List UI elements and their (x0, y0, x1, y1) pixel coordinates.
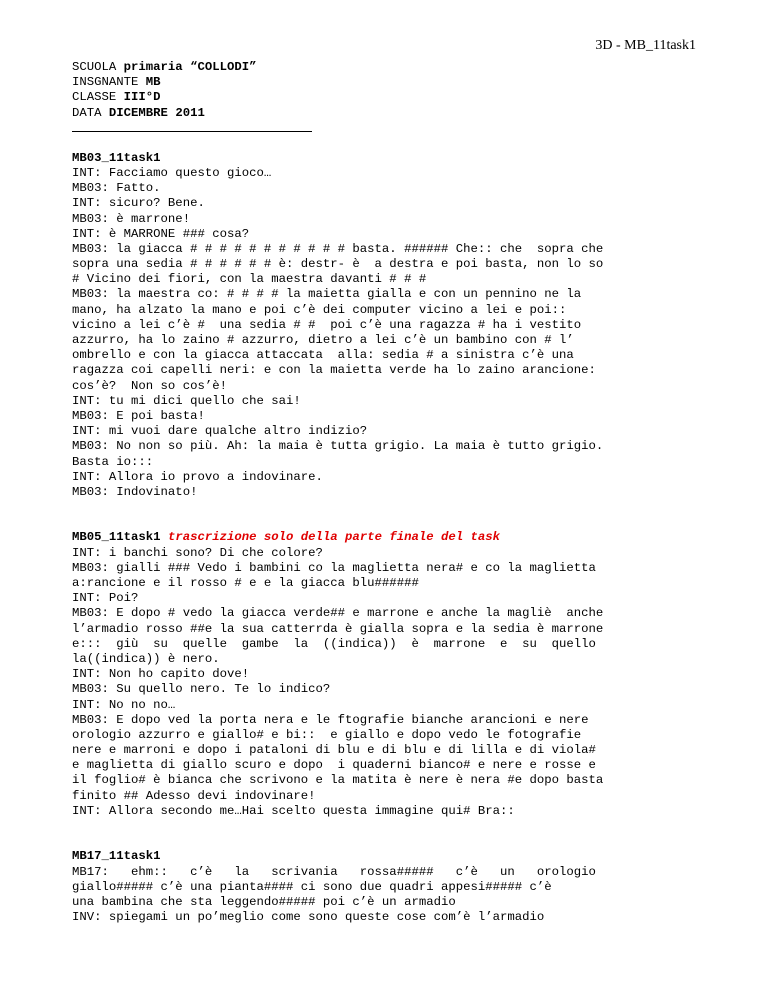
transcript-line: MB03: è marrone! (72, 211, 191, 226)
transcript-line: MB03: No non so più. Ah: la maia è tutta grigio. La maia è tutto grigio. (72, 439, 604, 454)
transcript-line: nere e marroni e dopo i pataloni di blu e di blu e di lilla e di viola# (72, 743, 596, 758)
section-note: trascrizione solo della parte finale del task (167, 530, 501, 545)
transcript-line: MB03: gialli ### Vedo i bambini co la maglietta nera# e co la maglietta (72, 560, 596, 575)
section-gap (72, 819, 694, 849)
date-label: DATA (72, 105, 109, 120)
transcript-line: una bambina che sta leggendo##### poi c’è un armadio (72, 894, 456, 909)
section-lines (72, 865, 694, 926)
transcript-line: INT: Non ho capito dove! (72, 667, 250, 682)
transcript-line: MB03: la maestra co: # # # # la maietta gialla e con un pennino ne la (72, 287, 582, 302)
transcript-line: INT: è MARRONE ### cosa? (72, 226, 250, 241)
class-line (72, 90, 694, 105)
section-title: MB05_11task1 (72, 530, 161, 545)
transcript-line: giallo##### c’è una pianta#### ci sono due quadri appesi##### c’è (72, 879, 552, 894)
transcript-line: INT: mi vuoi dare qualche altro indizio? (72, 424, 368, 439)
section-gap (72, 500, 694, 530)
transcript-line: il foglio# è bianca che scrivono e la matita è nere è nera #e dopo basta (72, 773, 604, 788)
school-line (72, 60, 694, 75)
transcript-line: MB03: E dopo # vedo la giacca verde## e marrone e anche la magliè anche (72, 606, 604, 621)
transcript-line: INT: sicuro? Bene. (72, 196, 205, 211)
section-title: MB17_11task1 (72, 849, 161, 864)
transcript-line: e maglietta di giallo scuro e dopo i quaderni bianco# e nere e rosse e (72, 758, 596, 773)
transcript-line: INT: No no no… (72, 697, 176, 712)
transcript-line: orologio azzurro e giallo# e bi:: e giallo e dopo vedo le fotografie (72, 727, 582, 742)
teacher-value: MB (145, 75, 161, 90)
transcript-line: azzurro, ha lo zaino # azzurro, dietro a lei c’è un bambino con # l’ (72, 333, 574, 347)
section-mb17 (72, 849, 694, 925)
transcript-line: sopra una sedia # # # # # # è: destr- è a destra e poi basta, non lo so (72, 257, 604, 272)
transcript-line: vicino a lei c’è # una sedia # # poi c’è una ragazza # ha i vestito (72, 317, 582, 332)
transcript-line: MB03: E dopo ved la porta nera e le ftografie bianche arancioni e nere (72, 712, 589, 727)
section-lines (72, 166, 694, 500)
section-title: MB03_11task1 (72, 150, 161, 165)
transcript-line: INT: Allora io provo a indovinare. (72, 469, 323, 484)
section-lines (72, 546, 694, 819)
transcript-line: INV: spiegami un po’meglio come sono queste cose com’è l’armadio (72, 910, 545, 925)
class-value: III°D (123, 90, 161, 105)
transcript-line: INT: tu mi dici quello che sai! (72, 393, 301, 408)
transcript-line: e::: giù su quelle gambe la ((indica)) è marrone e su quello (72, 636, 596, 651)
school-info (72, 60, 694, 121)
teacher-label: INSGNANTE (72, 75, 146, 90)
transcript-line: MB17: ehm:: c’è la scrivania rossa##### c’è un orologio (72, 864, 596, 879)
transcript-line: la((indica)) è nero. (72, 651, 220, 666)
class-label: CLASSE (72, 90, 124, 105)
transcript-line: ragazza coi capelli neri: e con la maietta verde ha lo zaino arancione: (72, 363, 596, 378)
transcript-line: finito ## Adesso devi indovinare! (72, 788, 316, 803)
transcript-line: INT: Allora secondo me…Hai scelto questa immagine qui# Bra:: (72, 803, 515, 818)
section-mb03 (72, 151, 694, 500)
transcript-body (72, 60, 694, 925)
transcript-line: mano, ha alzato la mano e poi c’è dei computer vicino a lei e poi:: (72, 302, 567, 317)
section-mb05 (72, 530, 694, 819)
transcript-line: MB03: Fatto. (72, 181, 161, 196)
date-value: DICEMBRE 2011 (108, 105, 205, 120)
transcript-line: MB03: Su quello nero. Te lo indico? (72, 682, 331, 697)
transcript-line: cos’è? Non so cos’è! (72, 378, 227, 393)
section-title-line (72, 530, 694, 545)
transcript-line: Basta io::: (72, 454, 154, 469)
transcript-line: l’armadio rosso ##e la sua catterrda è gialla sopra e la sedia è marrone (72, 621, 604, 636)
transcript-line: INT: Facciamo questo gioco… (72, 165, 272, 180)
date-line (72, 106, 694, 121)
transcript-line: # Vicino dei fiori, con la maestra davanti # # # (72, 272, 427, 287)
school-value: primaria “COLLODI” (123, 60, 257, 74)
header-divider (72, 131, 312, 132)
transcript-line: MB03: E poi basta! (72, 408, 205, 423)
running-header: 3D - MB_11task1 (595, 38, 696, 53)
transcript-line: MB03: Indovinato! (72, 484, 198, 499)
transcript-line: INT: i banchi sono? Di che colore? (72, 545, 323, 560)
transcript-line: a:rancione e il rosso # e e la giacca blu###### (72, 576, 419, 591)
transcript-line: MB03: la giacca # # # # # # # # # # # basta. ###### Che:: che sopra che (72, 241, 604, 256)
school-label: SCUOLA (72, 60, 124, 74)
teacher-line (72, 75, 694, 90)
transcript-line: ombrello e con la giacca attaccata alla: sedia # a sinistra c’è una (72, 348, 574, 363)
transcript-line: INT: Poi? (72, 591, 139, 606)
